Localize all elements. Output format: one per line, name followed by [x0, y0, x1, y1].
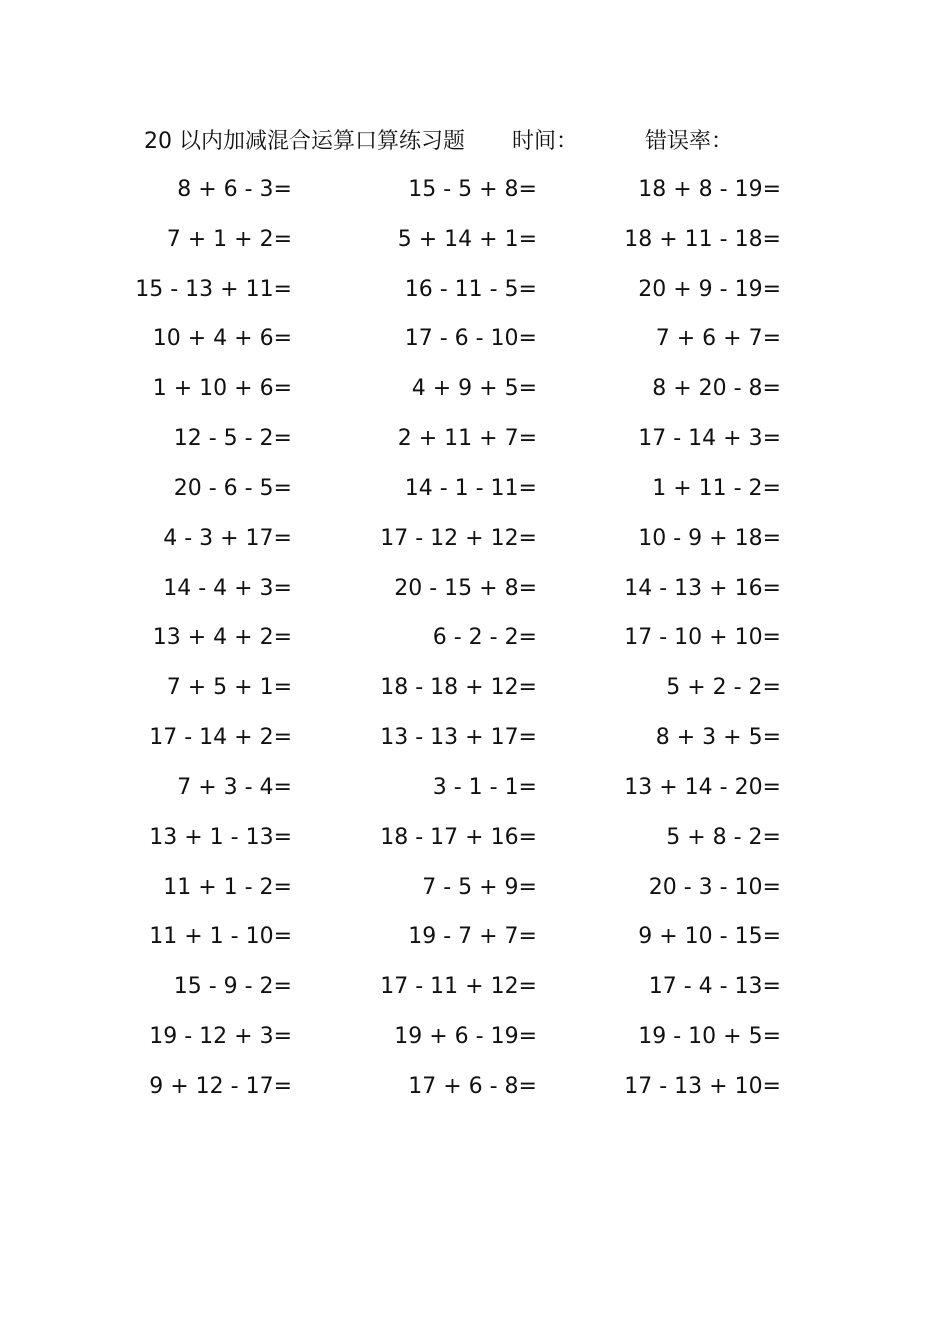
problem-item: 17 - 4 - 13= — [648, 974, 781, 1000]
problem-row — [0, 818, 950, 868]
problem-item: 17 - 14 + 3= — [638, 426, 781, 452]
problem-item: 15 - 9 - 2= — [173, 974, 292, 1000]
worksheet-title: 20 以内加减混合运算口算练习题 — [144, 129, 465, 154]
problem-item: 18 + 11 - 18= — [624, 226, 781, 252]
problem-row — [0, 319, 950, 369]
problem-row — [0, 1067, 950, 1117]
problem-row — [0, 170, 950, 220]
problem-item: 13 + 14 - 20= — [624, 774, 781, 800]
problem-row — [0, 1017, 950, 1067]
problem-item: 18 + 8 - 19= — [638, 177, 781, 202]
problem-item: 15 - 13 + 11= — [135, 276, 292, 302]
problem-item: 20 - 15 + 8= — [394, 575, 537, 601]
problem-row — [0, 967, 950, 1017]
problem-item: 19 + 6 - 19= — [394, 1024, 537, 1050]
problem-row — [0, 917, 950, 967]
problem-item: 11 + 1 - 2= — [163, 874, 292, 900]
problem-item: 7 + 1 + 2= — [166, 226, 292, 252]
problem-item: 4 + 9 + 5= — [411, 376, 537, 402]
problem-item: 6 - 2 - 2= — [432, 625, 537, 651]
problem-item: 11 + 1 - 10= — [149, 924, 292, 950]
error-rate-label: 错误率： — [645, 129, 734, 154]
problem-item: 1 + 11 - 2= — [652, 475, 781, 501]
problem-item: 13 + 4 + 2= — [152, 625, 292, 651]
problem-item: 18 - 17 + 16= — [380, 824, 537, 850]
problem-item: 20 - 3 - 10= — [648, 874, 781, 900]
problem-item: 20 + 9 - 19= — [638, 276, 781, 302]
problem-item: 13 + 1 - 13= — [149, 824, 292, 850]
problem-row — [0, 668, 950, 718]
problem-row — [0, 369, 950, 419]
problem-item: 19 - 12 + 3= — [149, 1024, 292, 1050]
problem-item: 20 - 6 - 5= — [173, 475, 292, 501]
problem-item: 4 - 3 + 17= — [163, 525, 292, 551]
problem-item: 14 - 4 + 3= — [163, 575, 292, 601]
problem-item: 12 - 5 - 2= — [173, 426, 292, 452]
problem-row — [0, 270, 950, 320]
problem-row — [0, 419, 950, 469]
problem-row — [0, 220, 950, 270]
problem-grid — [0, 170, 950, 1117]
problem-item: 5 + 2 - 2= — [666, 675, 781, 701]
problem-item: 5 + 14 + 1= — [397, 226, 537, 252]
problem-item: 7 - 5 + 9= — [422, 874, 537, 900]
problem-item: 7 + 3 - 4= — [177, 774, 292, 800]
problem-item: 17 - 13 + 10= — [624, 1073, 781, 1099]
problem-item: 17 - 11 + 12= — [380, 974, 537, 1000]
problem-item: 19 - 7 + 7= — [408, 924, 537, 950]
problem-item: 7 + 5 + 1= — [166, 675, 292, 701]
problem-item: 8 + 20 - 8= — [652, 376, 781, 402]
problem-row — [0, 868, 950, 918]
worksheet-header — [0, 124, 950, 160]
problem-row — [0, 569, 950, 619]
problem-item: 18 - 18 + 12= — [380, 675, 537, 701]
problem-item: 14 - 1 - 11= — [404, 475, 537, 501]
problem-row — [0, 618, 950, 668]
problem-item: 19 - 10 + 5= — [638, 1024, 781, 1050]
problem-row — [0, 469, 950, 519]
problem-item: 15 - 5 + 8= — [408, 177, 537, 202]
problem-item: 8 + 6 - 3= — [177, 177, 292, 202]
problem-item: 17 - 10 + 10= — [624, 625, 781, 651]
problem-item: 17 - 14 + 2= — [149, 725, 292, 751]
problem-item: 9 + 12 - 17= — [149, 1073, 292, 1099]
problem-item: 17 + 6 - 8= — [408, 1073, 537, 1099]
problem-item: 9 + 10 - 15= — [638, 924, 781, 950]
problem-item: 2 + 11 + 7= — [397, 426, 537, 452]
time-label: 时间： — [512, 129, 579, 154]
problem-row — [0, 718, 950, 768]
problem-row — [0, 768, 950, 818]
problem-item: 8 + 3 + 5= — [655, 725, 781, 751]
problem-item: 3 - 1 - 1= — [432, 774, 537, 800]
problem-row — [0, 519, 950, 569]
problem-item: 1 + 10 + 6= — [152, 376, 292, 402]
problem-item: 17 - 6 - 10= — [404, 326, 537, 352]
problem-item: 10 - 9 + 18= — [638, 525, 781, 551]
problem-item: 17 - 12 + 12= — [380, 525, 537, 551]
problem-item: 7 + 6 + 7= — [655, 326, 781, 352]
problem-item: 10 + 4 + 6= — [152, 326, 292, 352]
problem-item: 14 - 13 + 16= — [624, 575, 781, 601]
problem-item: 13 - 13 + 17= — [380, 725, 537, 751]
problem-item: 16 - 11 - 5= — [404, 276, 537, 302]
problem-item: 5 + 8 - 2= — [666, 824, 781, 850]
